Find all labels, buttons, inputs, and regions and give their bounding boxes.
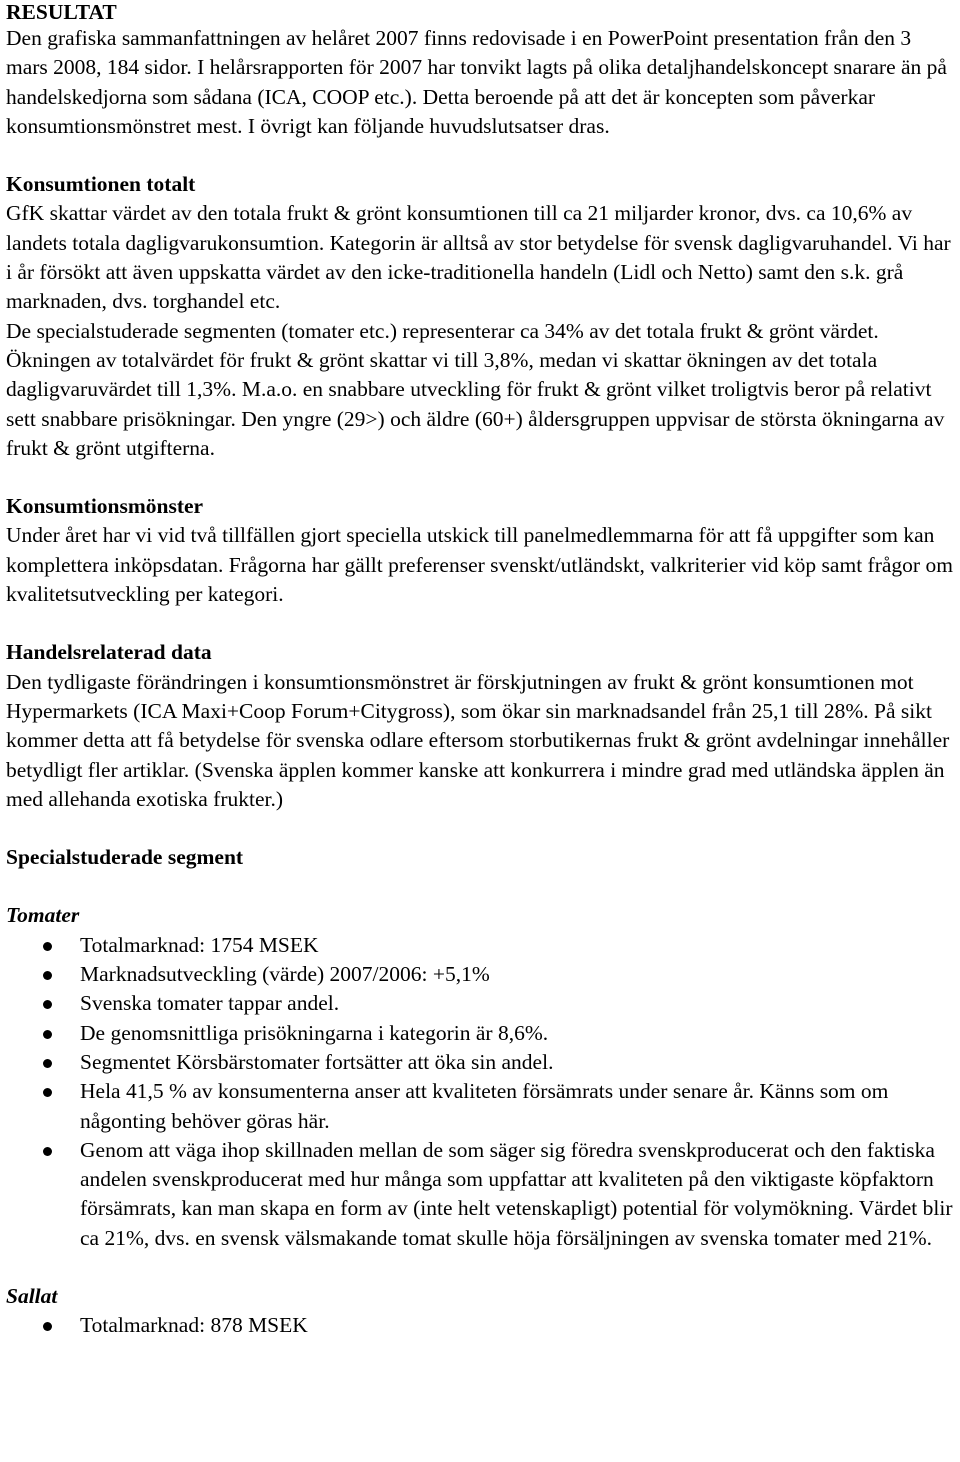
konsumtion-paragraph-3: Ökningen av totalvärdet för frukt & grönt skattar vi till 3,8%, medan vi skattar ökningen av det totala dagligvaruvärdet till 1,3%. M.a.o. en snabbare utveckling för frukt & grönt vilket troligtvis beror på relativt sett snabbare prisökningar. Den yngre (29>) och äldre (60+) åldersgruppen uppvisar de största ökningarna av frukt & grönt utgifterna. [6, 347, 945, 460]
intro-paragraph: Den grafiska sammanfattningen av helåret 2007 finns redovisade i en PowerPoint presentation från den 3 mars 2008, 184 sidor. I helårsrapporten för 2007 har tonvikt lagts på olika detaljhandelskoncept snarare än på handelskedjorna som sådana (ICA, COOP etc.). Detta beroende på att det är koncepten som påverkar konsumtionsmönstret mest. I övrigt kan följande huvudslutsatser dras. [6, 26, 947, 138]
tomater-list [6, 931, 954, 1253]
konsumtion-paragraph-2: De specialstuderade segmenten (tomater etc.) representerar ca 34% av det totala frukt & grönt värdet. [6, 318, 879, 343]
list-item: Segmentet Körsbärstomater fortsätter att öka sin andel. [6, 1048, 954, 1077]
bullet-icon [43, 1147, 52, 1156]
list-item: Totalmarknad: 1754 MSEK [6, 931, 954, 960]
monster-paragraph: Under året har vi vid två tillfällen gjort speciella utskick till panelmedlemmarna för att få uppgifter som kan komplettera inköpsdatan. Frågorna har gällt preferenser svenskt/utländskt, valkriterier vid köp samt frågor om kvalitetsutveckling per kategori. [6, 523, 953, 607]
section-title-konsumtion: Konsumtionen totalt [6, 172, 196, 197]
bullet-icon [43, 1088, 52, 1097]
bullet-icon [43, 1059, 52, 1068]
section-title-special: Specialstuderade segment [6, 845, 244, 870]
page-title: RESULTAT [6, 0, 117, 24]
bullet-icon [43, 1322, 52, 1331]
bullet-icon [43, 942, 52, 951]
list-item: Hela 41,5 % av konsumenterna anser att kvaliteten försämrats under senare år. Känns som om någonting behöver göras här. [6, 1077, 954, 1136]
bullet-icon [43, 1030, 52, 1039]
list-item: Genom att väga ihop skillnaden mellan de som säger sig föredra svenskproducerat och den faktiska andelen svenskproducerat med hur många som uppfattar att kvaliteten på den viktigaste köpfaktorn försämrats, kan man skapa en form av (inte helt vetenskapligt) potential för volymökning. Värdet blir ca 21%, dvs. en svensk välsmakande tomat skulle höja försäljningen av svenska tomater med 21%. [6, 1136, 954, 1253]
subsection-title-sallat: Sallat [6, 1283, 58, 1308]
section-title-handel: Handelsrelaterad data [6, 640, 212, 665]
list-item: Totalmarknad: 878 MSEK [6, 1311, 954, 1340]
konsumtion-paragraph-1: GfK skattar värdet av den totala frukt & grönt konsumtionen till ca 21 miljarder kronor, dvs. ca 10,6% av landets totala dagligvarukonsumtion. Kategorin är alltså av stor betydelse för svensk dagligvaruhandel. Vi har i år försökt att även uppskatta värdet av den icke-traditionella handeln (Lidl och Netto) samt den s.k. grå marknaden, dvs. torghandel etc. [6, 201, 951, 314]
subsection-title-tomater: Tomater [6, 903, 80, 928]
list-item: De genomsnittliga prisökningarna i kategorin är 8,6%. [6, 1019, 954, 1048]
section-title-monster: Konsumtionsmönster [6, 494, 204, 519]
sallat-list [6, 1311, 954, 1340]
bullet-icon [43, 1000, 52, 1009]
list-item: Marknadsutveckling (värde) 2007/2006: +5,1% [6, 960, 954, 989]
bullet-icon [43, 971, 52, 980]
handel-paragraph: Den tydligaste förändringen i konsumtionsmönstret är förskjutningen av frukt & grönt konsumtionen mot Hypermarkets (ICA Maxi+Coop Forum+Citygross), som ökar sin marknadsandel från 25,1 till 28%. På sikt kommer detta att få betydelse för svenska odlare eftersom storbutikernas frukt & grönt avdelningar innehåller betydligt fler artiklar. (Svenska äpplen kommer kanske att konkurrera i mindre grad med utländska äpplen än med allehanda exotiska frukter.) [6, 669, 950, 811]
list-item: Svenska tomater tappar andel. [6, 989, 954, 1018]
